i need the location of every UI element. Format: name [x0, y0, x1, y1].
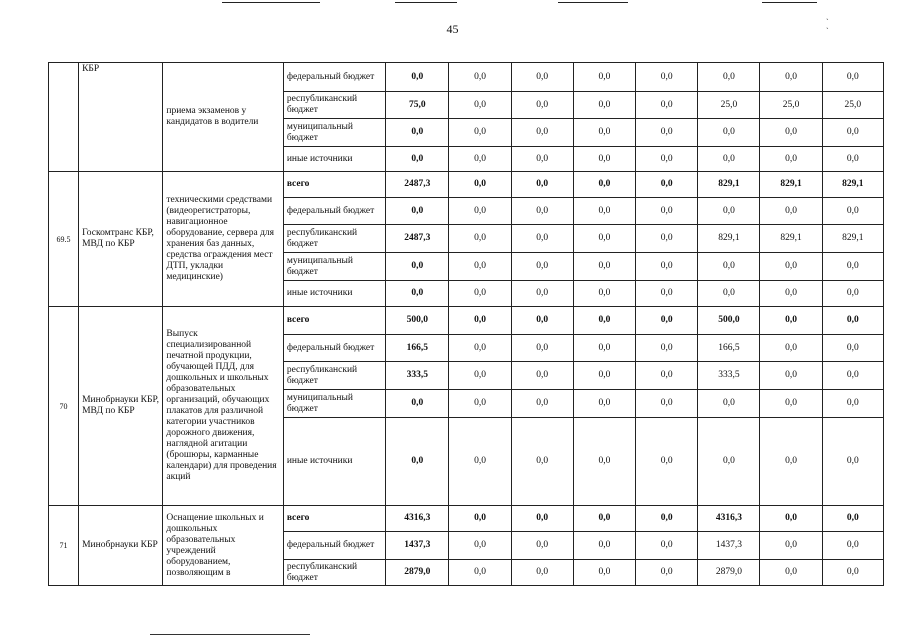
table-row — [49, 307, 884, 335]
year-value-cell: 0,0 — [636, 307, 698, 335]
total-cell: 2487,3 — [386, 172, 449, 198]
year-value-cell: 0,0 — [573, 147, 635, 172]
funding-source-cell: муниципальный бюджет — [283, 119, 385, 147]
executor-cell: Минобрнауки КБР, МВД по КБР — [79, 307, 163, 506]
year-value-cell: 0,0 — [573, 281, 635, 307]
executor-cell: Госкомтранс КБР, МВД по КБР — [79, 172, 163, 307]
year-value-cell: 0,0 — [511, 307, 573, 335]
year-value-cell: 0,0 — [698, 147, 760, 172]
measure-description-cell: Выпуск специализированной печатной продукции, обучающей ПДД, для дошкольных и школьных образовательных организаций, обучающих плакатов для различной категории участников дорожного движения, наглядной агитации (брошюры, карманные календари) для проведения акций — [163, 307, 283, 506]
year-value-cell: 0,0 — [698, 119, 760, 147]
year-value-cell: 0,0 — [760, 119, 822, 147]
total-cell: 4316,3 — [386, 506, 449, 532]
year-value-cell: 0,0 — [698, 281, 760, 307]
budget-table — [48, 62, 884, 586]
year-value-cell: 0,0 — [636, 198, 698, 225]
total-cell: 2487,3 — [386, 225, 449, 253]
year-value-cell: 0,0 — [636, 92, 698, 119]
year-value-cell: 0,0 — [822, 390, 883, 418]
year-value-cell: 0,0 — [511, 63, 573, 92]
row-number-cell — [49, 63, 79, 172]
year-value-cell: 0,0 — [822, 506, 883, 532]
year-value-cell: 0,0 — [573, 335, 635, 362]
funding-source-cell: муниципальный бюджет — [283, 253, 385, 281]
year-value-cell: 1437,3 — [698, 532, 760, 560]
year-value-cell: 0,0 — [636, 335, 698, 362]
year-value-cell: 0,0 — [573, 390, 635, 418]
year-value-cell: 0,0 — [822, 281, 883, 307]
measure-description-cell: техническими средствами (видеорегистраторы, навигационное оборудование, сервера для хранения баз данных, средства ограждения мест ДТП, укладки медицинские) — [163, 172, 283, 307]
year-value-cell: 829,1 — [760, 172, 822, 198]
year-value-cell: 0,0 — [636, 418, 698, 506]
year-value-cell: 0,0 — [573, 225, 635, 253]
executor-cell: КБР — [79, 63, 163, 172]
year-value-cell: 0,0 — [511, 225, 573, 253]
year-value-cell: 0,0 — [511, 92, 573, 119]
total-cell: 2879,0 — [386, 560, 449, 586]
year-value-cell: 0,0 — [449, 532, 511, 560]
year-value-cell: 0,0 — [449, 390, 511, 418]
year-value-cell: 500,0 — [698, 307, 760, 335]
year-value-cell: 0,0 — [760, 253, 822, 281]
year-value-cell: 0,0 — [511, 532, 573, 560]
year-value-cell: 0,0 — [449, 225, 511, 253]
table-row — [49, 506, 884, 532]
year-value-cell: 0,0 — [822, 418, 883, 506]
year-value-cell: 0,0 — [636, 172, 698, 198]
year-value-cell: 0,0 — [511, 418, 573, 506]
year-value-cell: 0,0 — [449, 418, 511, 506]
funding-source-cell: иные источники — [283, 281, 385, 307]
year-value-cell: 0,0 — [511, 335, 573, 362]
year-value-cell: 0,0 — [449, 335, 511, 362]
year-value-cell: 0,0 — [822, 253, 883, 281]
header-rule-4 — [762, 2, 817, 3]
funding-source-cell: всего — [283, 506, 385, 532]
year-value-cell: 829,1 — [698, 225, 760, 253]
year-value-cell: 0,0 — [511, 172, 573, 198]
year-value-cell: 0,0 — [511, 198, 573, 225]
year-value-cell: 0,0 — [698, 63, 760, 92]
year-value-cell: 0,0 — [511, 253, 573, 281]
year-value-cell: 0,0 — [573, 418, 635, 506]
scan-specks: ˴ ˴ — [826, 14, 867, 32]
year-value-cell: 0,0 — [449, 253, 511, 281]
funding-source-cell: иные источники — [283, 147, 385, 172]
year-value-cell: 0,0 — [511, 390, 573, 418]
year-value-cell: 0,0 — [573, 63, 635, 92]
year-value-cell: 0,0 — [449, 92, 511, 119]
funding-source-cell: республиканский бюджет — [283, 362, 385, 390]
year-value-cell: 0,0 — [449, 119, 511, 147]
total-cell: 0,0 — [386, 253, 449, 281]
year-value-cell: 0,0 — [760, 281, 822, 307]
year-value-cell: 0,0 — [760, 198, 822, 225]
year-value-cell: 4316,3 — [698, 506, 760, 532]
year-value-cell: 0,0 — [822, 362, 883, 390]
year-value-cell: 0,0 — [760, 335, 822, 362]
year-value-cell: 0,0 — [573, 532, 635, 560]
funding-source-cell: всего — [283, 307, 385, 335]
year-value-cell: 0,0 — [573, 198, 635, 225]
year-value-cell: 0,0 — [636, 390, 698, 418]
year-value-cell: 829,1 — [822, 225, 883, 253]
year-value-cell: 0,0 — [636, 560, 698, 586]
executor-cell: Минобрнауки КБР — [79, 506, 163, 586]
year-value-cell: 0,0 — [511, 506, 573, 532]
total-cell: 1437,3 — [386, 532, 449, 560]
year-value-cell: 0,0 — [573, 307, 635, 335]
funding-source-cell: всего — [283, 172, 385, 198]
year-value-cell: 0,0 — [573, 362, 635, 390]
year-value-cell: 25,0 — [822, 92, 883, 119]
total-cell: 0,0 — [386, 198, 449, 225]
year-value-cell: 0,0 — [822, 63, 883, 92]
footer-rule — [150, 634, 310, 635]
year-value-cell: 166,5 — [698, 335, 760, 362]
year-value-cell: 0,0 — [511, 119, 573, 147]
year-value-cell: 0,0 — [760, 147, 822, 172]
year-value-cell: 0,0 — [449, 147, 511, 172]
year-value-cell: 0,0 — [760, 506, 822, 532]
year-value-cell: 0,0 — [449, 307, 511, 335]
funding-source-cell: муниципальный бюджет — [283, 390, 385, 418]
year-value-cell: 829,1 — [822, 172, 883, 198]
page-number: 45 — [446, 22, 459, 36]
row-number-cell: 70 — [49, 307, 79, 506]
year-value-cell: 2879,0 — [698, 560, 760, 586]
year-value-cell: 0,0 — [760, 560, 822, 586]
year-value-cell: 0,0 — [636, 253, 698, 281]
year-value-cell: 0,0 — [698, 390, 760, 418]
total-cell: 0,0 — [386, 63, 449, 92]
year-value-cell: 333,5 — [698, 362, 760, 390]
year-value-cell: 0,0 — [511, 560, 573, 586]
year-value-cell: 0,0 — [822, 560, 883, 586]
total-cell: 166,5 — [386, 335, 449, 362]
year-value-cell: 0,0 — [822, 198, 883, 225]
funding-source-cell: иные источники — [283, 418, 385, 506]
year-value-cell: 0,0 — [573, 92, 635, 119]
year-value-cell: 0,0 — [636, 225, 698, 253]
table-row — [49, 63, 884, 92]
total-cell: 0,0 — [386, 281, 449, 307]
year-value-cell: 0,0 — [636, 362, 698, 390]
year-value-cell: 0,0 — [511, 362, 573, 390]
year-value-cell: 25,0 — [760, 92, 822, 119]
year-value-cell: 0,0 — [760, 362, 822, 390]
year-value-cell: 0,0 — [636, 532, 698, 560]
year-value-cell: 0,0 — [636, 119, 698, 147]
year-value-cell: 25,0 — [698, 92, 760, 119]
header-rule-3 — [558, 2, 628, 3]
year-value-cell: 829,1 — [760, 225, 822, 253]
funding-source-cell: республиканский бюджет — [283, 560, 385, 586]
funding-source-cell: республиканский бюджет — [283, 92, 385, 119]
funding-source-cell: федеральный бюджет — [283, 63, 385, 92]
year-value-cell: 0,0 — [760, 63, 822, 92]
year-value-cell: 0,0 — [636, 63, 698, 92]
header-rule-1 — [222, 2, 320, 3]
year-value-cell: 0,0 — [822, 532, 883, 560]
year-value-cell: 0,0 — [760, 390, 822, 418]
total-cell: 333,5 — [386, 362, 449, 390]
table-row — [49, 172, 884, 198]
year-value-cell: 0,0 — [760, 418, 822, 506]
total-cell: 0,0 — [386, 119, 449, 147]
year-value-cell: 0,0 — [573, 119, 635, 147]
year-value-cell: 0,0 — [449, 63, 511, 92]
funding-source-cell: федеральный бюджет — [283, 335, 385, 362]
year-value-cell: 0,0 — [698, 418, 760, 506]
year-value-cell: 0,0 — [573, 172, 635, 198]
year-value-cell: 0,0 — [760, 532, 822, 560]
year-value-cell: 0,0 — [449, 172, 511, 198]
year-value-cell: 0,0 — [449, 198, 511, 225]
year-value-cell: 0,0 — [822, 119, 883, 147]
header-rule-2 — [395, 2, 457, 3]
total-cell: 75,0 — [386, 92, 449, 119]
year-value-cell: 0,0 — [636, 281, 698, 307]
year-value-cell: 0,0 — [511, 281, 573, 307]
year-value-cell: 0,0 — [449, 560, 511, 586]
funding-source-cell: федеральный бюджет — [283, 532, 385, 560]
year-value-cell: 0,0 — [822, 335, 883, 362]
year-value-cell: 829,1 — [698, 172, 760, 198]
total-cell: 0,0 — [386, 390, 449, 418]
funding-source-cell: республиканский бюджет — [283, 225, 385, 253]
year-value-cell: 0,0 — [698, 253, 760, 281]
year-value-cell: 0,0 — [698, 198, 760, 225]
total-cell: 0,0 — [386, 147, 449, 172]
year-value-cell: 0,0 — [822, 147, 883, 172]
total-cell: 500,0 — [386, 307, 449, 335]
year-value-cell: 0,0 — [760, 307, 822, 335]
year-value-cell: 0,0 — [573, 560, 635, 586]
year-value-cell: 0,0 — [511, 147, 573, 172]
year-value-cell: 0,0 — [636, 506, 698, 532]
funding-source-cell: федеральный бюджет — [283, 198, 385, 225]
year-value-cell: 0,0 — [449, 362, 511, 390]
measure-description-cell: Оснащение школьных и дошкольных образовательных учреждений оборудованием, позволяющим в — [163, 506, 283, 586]
year-value-cell: 0,0 — [822, 307, 883, 335]
year-value-cell: 0,0 — [573, 506, 635, 532]
measure-description-cell: приема экзаменов у кандидатов в водители — [163, 63, 283, 172]
year-value-cell: 0,0 — [636, 147, 698, 172]
total-cell: 0,0 — [386, 418, 449, 506]
row-number-cell: 71 — [49, 506, 79, 586]
year-value-cell: 0,0 — [573, 253, 635, 281]
row-number-cell: 69.5 — [49, 172, 79, 307]
year-value-cell: 0,0 — [449, 506, 511, 532]
year-value-cell: 0,0 — [449, 281, 511, 307]
